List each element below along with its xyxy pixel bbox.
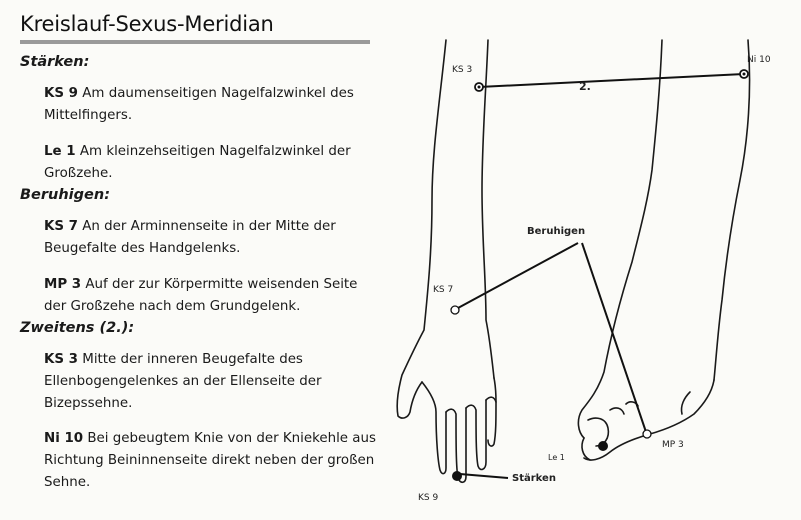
point-code: KS 7 bbox=[44, 219, 78, 235]
point-code: Ni 10 bbox=[44, 431, 84, 447]
point-description: Auf der zur Körpermitte weisenden Seite der Großzehe nach dem Grundgelenk. bbox=[44, 276, 358, 314]
entry-le1 bbox=[44, 141, 380, 185]
label-ni10: Ni 10 bbox=[747, 55, 771, 65]
label-ks9: KS 9 bbox=[418, 493, 439, 503]
page-title: Kreislauf-Sexus-Meridian bbox=[20, 12, 274, 36]
entry-mp3 bbox=[44, 274, 380, 318]
section-staerken bbox=[20, 54, 380, 185]
entry-ks7 bbox=[44, 216, 380, 260]
section-heading: Zweitens (2.): bbox=[20, 319, 135, 336]
point-ks9 bbox=[452, 471, 462, 481]
point-mp3 bbox=[643, 430, 651, 438]
section-heading: Stärken: bbox=[20, 54, 90, 70]
beruhigen-line-ks7 bbox=[458, 243, 578, 308]
point-code: Le 1 bbox=[44, 143, 76, 159]
point-description: Am daumenseitigen Nagelfalzwinkel des Mittelfingers. bbox=[44, 86, 354, 124]
point-ks7 bbox=[451, 306, 459, 314]
label-ks7: KS 7 bbox=[433, 285, 454, 295]
section-beruhigen bbox=[20, 187, 380, 318]
label-ks3: KS 3 bbox=[452, 65, 473, 75]
text-column bbox=[20, 12, 380, 494]
beruhigen-line-mp3 bbox=[582, 243, 646, 432]
point-description: An der Arminnenseite in der Mitte der Beugefalte des Handgelenks. bbox=[44, 219, 336, 257]
point-code: KS 9 bbox=[44, 86, 78, 102]
staerken-line bbox=[460, 474, 508, 478]
second-line bbox=[479, 74, 744, 87]
point-code: MP 3 bbox=[44, 276, 82, 292]
entry-ks3 bbox=[44, 349, 380, 415]
label-second: 2. bbox=[579, 80, 591, 93]
label-staerken: Stärken bbox=[512, 473, 556, 484]
entry-ni10 bbox=[44, 428, 380, 494]
entry-ks9 bbox=[44, 83, 380, 127]
point-le1 bbox=[598, 441, 608, 451]
point-description: Bei gebeugtem Knie von der Kniekehle aus Richtung Beininnenseite direkt neben der großen Sehne. bbox=[44, 431, 376, 491]
arm-outline bbox=[397, 40, 496, 482]
label-beruhigen: Beruhigen bbox=[527, 226, 586, 237]
section-heading: Beruhigen: bbox=[20, 186, 110, 203]
point-description: Am kleinzehseitigen Nagelfalzwinkel der Großzehe. bbox=[44, 143, 351, 181]
point-description: Mitte der inneren Beugefalte des Ellenbogengelenkes an der Ellenseite der Bizepssehne. bbox=[44, 351, 322, 411]
label-mp3: MP 3 bbox=[662, 440, 684, 450]
label-le1: Le 1 bbox=[548, 453, 565, 462]
leg-outline bbox=[578, 40, 749, 460]
section-zweitens bbox=[20, 320, 380, 495]
connector-lines bbox=[458, 74, 744, 478]
title-rule bbox=[20, 40, 370, 44]
meridian-diagram bbox=[390, 0, 801, 520]
point-code: KS 3 bbox=[44, 351, 78, 367]
